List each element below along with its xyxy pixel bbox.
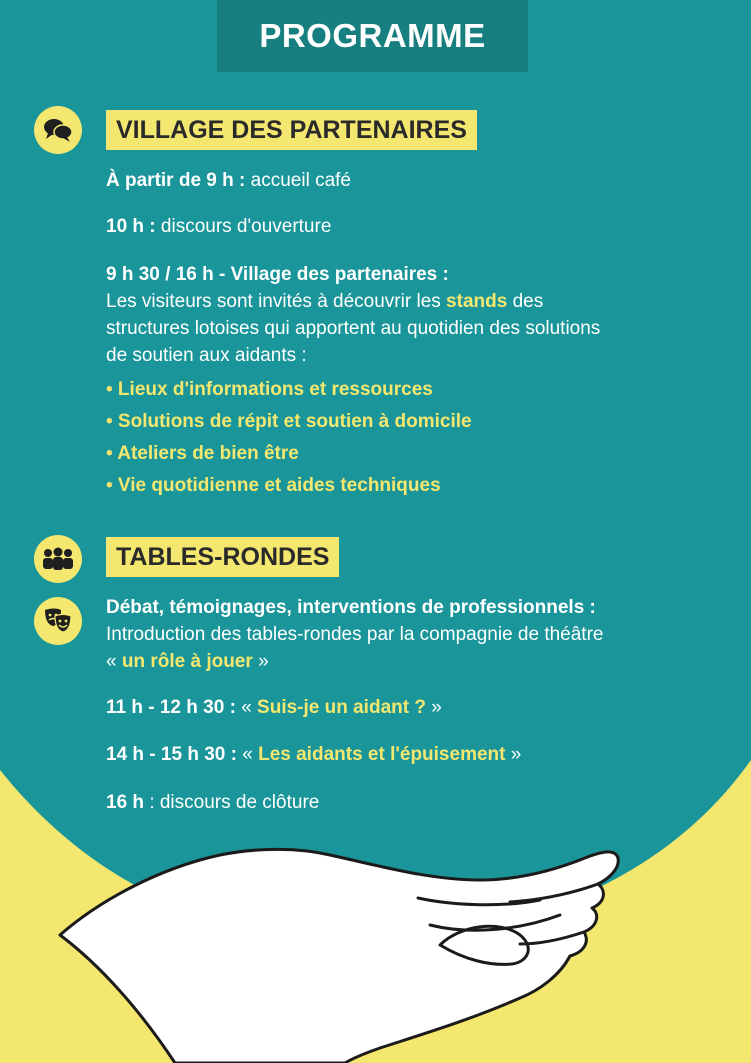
open-hand-illustration: [60, 849, 618, 1063]
time-label: 11 h - 12 h 30 :: [106, 697, 236, 718]
village-heading: 9 h 30 / 16 h - Village des partenaires :: [106, 264, 449, 285]
stands-bullet-list: [106, 374, 472, 502]
people-group-icon: [34, 535, 82, 583]
event-text: accueil café: [250, 170, 351, 191]
list-item: • Solutions de répit et soutien à domicile: [106, 411, 472, 432]
programme-header: PROGRAMME: [217, 0, 528, 72]
list-item: • Lieux d'informations et ressources: [106, 379, 433, 400]
quote-mark: «: [241, 697, 252, 718]
quote-mark: «: [106, 651, 117, 672]
tables-rondes-intro: [106, 594, 736, 675]
intro-line2: Introduction des tables-rondes par la compagnie de théâtre: [106, 624, 604, 645]
desc-text: Les visiteurs sont invités à découvrir les: [106, 291, 441, 312]
desc-text: des: [512, 291, 544, 312]
quote-mark: «: [242, 744, 253, 765]
session-line-2: [106, 741, 736, 768]
quote-mark: »: [431, 697, 442, 718]
intro-heading: Débat, témoignages, interventions de professionnels :: [106, 597, 596, 618]
list-item: • Ateliers de bien être: [106, 443, 299, 464]
village-desc-line3: de soutien aux aidants :: [106, 345, 307, 366]
quote-mark: »: [510, 744, 522, 765]
stands-highlight: stands: [446, 291, 508, 312]
session-title: Les aidants et l'épuisement: [258, 744, 506, 765]
section-title-tables-rondes: TABLES-RONDES: [106, 537, 339, 577]
session-line-1: [106, 694, 736, 721]
quote-mark: »: [258, 651, 269, 672]
time-label: 16 h: [106, 792, 145, 813]
section-title-village: VILLAGE DES PARTENAIRES: [106, 110, 477, 150]
village-desc-line2: structures lotoises qui apportent au quotidien des solutions: [106, 318, 601, 339]
list-item: • Vie quotidienne et aides techniques: [106, 475, 441, 496]
schedule-block-village: [106, 261, 736, 369]
event-text: discours d'ouverture: [160, 216, 332, 237]
theater-masks-icon: [34, 597, 82, 645]
village-desc-line1: [106, 288, 736, 315]
event-text: : discours de clôture: [149, 792, 320, 813]
schedule-line-closing: [106, 789, 736, 816]
session-title: Suis-je un aidant ?: [257, 697, 426, 718]
company-name-highlight: un rôle à jouer: [121, 651, 253, 672]
time-label: 10 h :: [106, 216, 156, 237]
speech-bubbles-icon: [34, 106, 82, 154]
time-label: À partir de 9 h :: [106, 170, 246, 191]
time-label: 14 h - 15 h 30 :: [106, 744, 237, 765]
intro-line3: [106, 648, 736, 675]
schedule-line-welcome: [106, 167, 736, 194]
schedule-line-opening: [106, 213, 736, 240]
